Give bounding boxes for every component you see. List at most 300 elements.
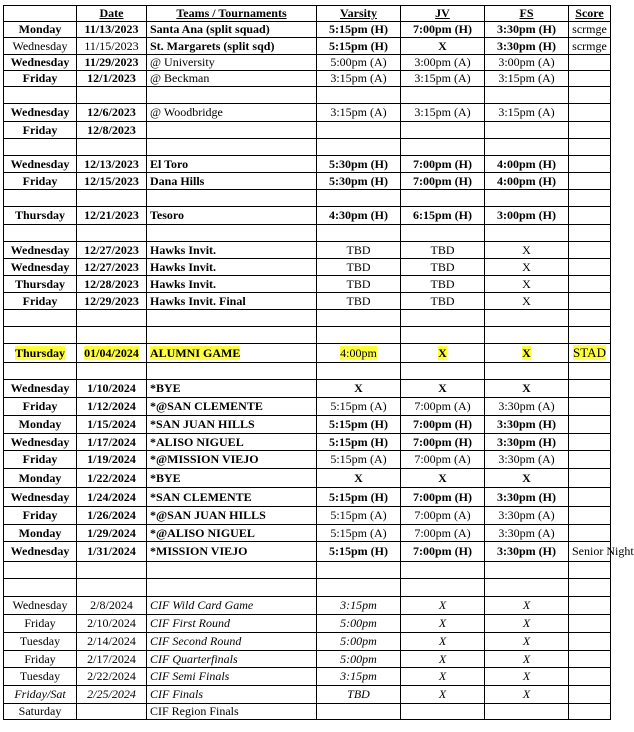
cell-fs [485, 704, 569, 720]
cell-varsity [317, 363, 401, 380]
cell-fs [485, 310, 569, 327]
cell-score [569, 507, 611, 525]
cell-fs: 3:30pm (A) [485, 507, 569, 525]
cell-day: Wednesday [4, 380, 77, 398]
cell-score [569, 398, 611, 416]
table-row [4, 104, 611, 122]
cell-score [569, 104, 611, 122]
cell-date [77, 87, 147, 104]
cell-jv [401, 327, 485, 344]
cell-score [569, 597, 611, 615]
cell-score [569, 562, 611, 579]
cell-team: Santa Ana (split squad) [147, 22, 317, 38]
cell-varsity: 5:00pm [317, 633, 401, 651]
cell-team: *@MISSION VIEJO [147, 451, 317, 469]
cell-date: 12/28/2023 [77, 276, 147, 293]
cell-varsity: 5:15pm (A) [317, 525, 401, 542]
cell-jv: TBD [401, 242, 485, 259]
cell-date [77, 310, 147, 327]
cell-varsity: TBD [317, 686, 401, 704]
cell-jv: 3:15pm (A) [401, 71, 485, 87]
cell-jv: TBD [401, 259, 485, 276]
cell-team: @ Beckman [147, 71, 317, 87]
cell-team: @ Woodbridge [147, 104, 317, 122]
cell-varsity: 5:00pm [317, 651, 401, 668]
cell-day: Monday [4, 525, 77, 542]
cell-date: 12/21/2023 [77, 207, 147, 225]
cell-date: 11/13/2023 [77, 22, 147, 38]
cell-date: 1/24/2024 [77, 488, 147, 507]
header-jv: JV [401, 6, 485, 22]
cell-varsity: TBD [317, 242, 401, 259]
cell-jv: X [401, 38, 485, 55]
highlight-text: 01/04/2024 [84, 345, 139, 360]
cell-score [569, 615, 611, 633]
table-row [4, 22, 611, 38]
cell-day [4, 310, 77, 327]
cell-varsity [317, 310, 401, 327]
cell-team: Tesoro [147, 207, 317, 225]
cell-varsity: 5:00pm (A) [317, 55, 401, 71]
cell-team: CIF Second Round [147, 633, 317, 651]
cell-varsity: 5:00pm [317, 615, 401, 633]
cell-jv [401, 310, 485, 327]
cell-score [569, 416, 611, 434]
cell-day: Wednesday [4, 104, 77, 122]
cell-fs: X [485, 242, 569, 259]
cell-date: 2/22/2024 [77, 668, 147, 686]
schedule-table [3, 5, 634, 720]
table-row [4, 398, 611, 416]
cell-score [569, 380, 611, 398]
cell-day: Monday [4, 22, 77, 38]
table-row [4, 633, 611, 651]
cell-team: *@ALISO NIGUEL [147, 525, 317, 542]
cell-jv: TBD [401, 293, 485, 310]
header-row [4, 6, 611, 22]
cell-score [569, 293, 611, 310]
highlight-text: X [522, 345, 531, 360]
table-row [4, 651, 611, 668]
cell-score: scrmge [569, 22, 611, 38]
cell-score [569, 488, 611, 507]
table-row [4, 597, 611, 615]
table-row [4, 242, 611, 259]
cell-varsity [317, 327, 401, 344]
cell-date: 1/29/2024 [77, 525, 147, 542]
cell-day: Wednesday [4, 434, 77, 451]
cell-jv: 7:00pm (H) [401, 173, 485, 190]
cell-jv [401, 190, 485, 207]
cell-score [569, 327, 611, 344]
cell-score [569, 651, 611, 668]
cell-date: 2/10/2024 [77, 615, 147, 633]
table-row [4, 207, 611, 225]
cell-fs: X [485, 668, 569, 686]
cell-jv: X [401, 469, 485, 488]
cell-fs [485, 122, 569, 139]
cell-jv: X [401, 615, 485, 633]
cell-score [569, 87, 611, 104]
cell-date: 12/27/2023 [77, 242, 147, 259]
cell-varsity: 3:15pm [317, 668, 401, 686]
cell-team: CIF Wild Card Game [147, 597, 317, 615]
cell-day: Thursday [4, 207, 77, 225]
header-day [4, 6, 77, 22]
table-row [4, 259, 611, 276]
table-row [4, 139, 611, 156]
cell-varsity: 5:15pm (H) [317, 38, 401, 55]
cell-team [147, 225, 317, 242]
cell-date: 1/31/2024 [77, 542, 147, 562]
cell-jv: X [401, 686, 485, 704]
cell-score: Senior Night [569, 542, 611, 562]
cell-date [77, 704, 147, 720]
cell-day [4, 139, 77, 156]
cell-team: CIF Semi Finals [147, 668, 317, 686]
table-row [4, 310, 611, 327]
cell-fs [485, 562, 569, 579]
cell-fs: 3:15pm (A) [485, 104, 569, 122]
cell-team: *SAN JUAN HILLS [147, 416, 317, 434]
cell-team: *@SAN JUAN HILLS [147, 507, 317, 525]
cell-day: Saturday [4, 704, 77, 720]
cell-fs [485, 190, 569, 207]
header-date: Date [77, 6, 147, 22]
cell-date: 12/8/2023 [77, 122, 147, 139]
highlight-text: X [438, 345, 447, 360]
cell-team [147, 139, 317, 156]
cell-fs: 4:00pm (H) [485, 173, 569, 190]
cell-team [147, 87, 317, 104]
cell-fs [485, 344, 569, 363]
header-team: Teams / Tournaments [147, 6, 317, 22]
cell-day: Wednesday [4, 488, 77, 507]
cell-fs [485, 327, 569, 344]
cell-day [4, 344, 77, 363]
cell-varsity: X [317, 469, 401, 488]
cell-day: Wednesday [4, 259, 77, 276]
cell-varsity: 5:15pm (H) [317, 416, 401, 434]
cell-day [4, 190, 77, 207]
cell-team: CIF Finals [147, 686, 317, 704]
cell-jv: X [401, 597, 485, 615]
cell-date [77, 344, 147, 363]
table-row [4, 71, 611, 87]
cell-day: Wednesday [4, 597, 77, 615]
cell-day: Wednesday [4, 156, 77, 173]
table-row [4, 344, 611, 363]
cell-date: 1/15/2024 [77, 416, 147, 434]
cell-day: Wednesday [4, 542, 77, 562]
cell-jv [401, 562, 485, 579]
table-row [4, 562, 611, 579]
cell-date: 11/15/2023 [77, 38, 147, 55]
cell-score [569, 173, 611, 190]
cell-varsity: 5:15pm (H) [317, 22, 401, 38]
cell-team: CIF Quarterfinals [147, 651, 317, 668]
cell-jv: X [401, 651, 485, 668]
cell-team [147, 579, 317, 597]
cell-date: 2/14/2024 [77, 633, 147, 651]
cell-team: *ALISO NIGUEL [147, 434, 317, 451]
highlight-text: ALUMNI GAME [150, 345, 241, 360]
cell-day: Friday [4, 507, 77, 525]
cell-team [147, 190, 317, 207]
cell-jv: 7:00pm (A) [401, 507, 485, 525]
cell-fs [485, 139, 569, 156]
cell-score [569, 207, 611, 225]
cell-fs: 3:30pm (H) [485, 542, 569, 562]
cell-date: 12/6/2023 [77, 104, 147, 122]
cell-date: 1/12/2024 [77, 398, 147, 416]
cell-varsity: 3:15pm (A) [317, 71, 401, 87]
cell-fs: 3:00pm (H) [485, 207, 569, 225]
cell-jv: 3:15pm (A) [401, 104, 485, 122]
table-row [4, 55, 611, 71]
table-row [4, 615, 611, 633]
header-fs: FS [485, 6, 569, 22]
cell-jv [401, 225, 485, 242]
cell-fs [485, 87, 569, 104]
cell-fs [485, 363, 569, 380]
cell-date: 1/26/2024 [77, 507, 147, 525]
cell-score [569, 139, 611, 156]
cell-fs: X [485, 293, 569, 310]
header-varsity: Varsity [317, 6, 401, 22]
cell-fs: X [485, 597, 569, 615]
cell-varsity [317, 190, 401, 207]
cell-score [569, 156, 611, 173]
cell-varsity [317, 122, 401, 139]
table-row [4, 542, 611, 562]
cell-team: CIF Region Finals [147, 704, 317, 720]
cell-score [569, 122, 611, 139]
cell-fs: 3:00pm (A) [485, 55, 569, 71]
cell-fs: X [485, 380, 569, 398]
highlight-text: 4:00pm [340, 345, 377, 360]
cell-score [569, 469, 611, 488]
cell-team: Hawks Invit. [147, 242, 317, 259]
cell-jv: 7:00pm (A) [401, 451, 485, 469]
cell-score [569, 55, 611, 71]
cell-fs: X [485, 651, 569, 668]
cell-varsity: 5:30pm (H) [317, 156, 401, 173]
cell-team: *@SAN CLEMENTE [147, 398, 317, 416]
cell-fs: 3:30pm (H) [485, 38, 569, 55]
cell-varsity: 5:15pm (H) [317, 434, 401, 451]
table-row [4, 190, 611, 207]
cell-team: Hawks Invit. [147, 276, 317, 293]
cell-jv: 7:00pm (H) [401, 156, 485, 173]
table-row [4, 87, 611, 104]
table-row [4, 416, 611, 434]
cell-date [77, 363, 147, 380]
cell-day: Friday [4, 451, 77, 469]
cell-jv [401, 122, 485, 139]
cell-jv: 7:00pm (H) [401, 434, 485, 451]
cell-day [4, 363, 77, 380]
table-row [4, 380, 611, 398]
cell-date: 2/8/2024 [77, 597, 147, 615]
cell-day: Friday [4, 122, 77, 139]
cell-jv: 7:00pm (H) [401, 416, 485, 434]
table-row [4, 434, 611, 451]
cell-fs: X [485, 259, 569, 276]
cell-day: Friday [4, 398, 77, 416]
cell-date [77, 327, 147, 344]
cell-varsity: 3:15pm (A) [317, 104, 401, 122]
cell-day: Wednesday [4, 242, 77, 259]
cell-day [4, 562, 77, 579]
header-score: Score [569, 6, 611, 22]
table-row [4, 225, 611, 242]
table-row [4, 488, 611, 507]
cell-team: Dana Hills [147, 173, 317, 190]
cell-varsity [317, 704, 401, 720]
schedule-body [4, 22, 634, 720]
cell-team: *SAN CLEMENTE [147, 488, 317, 507]
cell-fs: 3:30pm (H) [485, 434, 569, 451]
cell-day: Friday [4, 651, 77, 668]
cell-varsity [317, 579, 401, 597]
cell-jv: 7:00pm (A) [401, 525, 485, 542]
cell-day: Tuesday [4, 668, 77, 686]
cell-varsity [317, 139, 401, 156]
cell-team: CIF First Round [147, 615, 317, 633]
cell-varsity: TBD [317, 259, 401, 276]
cell-date [77, 579, 147, 597]
cell-jv: TBD [401, 276, 485, 293]
cell-jv: X [401, 668, 485, 686]
cell-score [569, 310, 611, 327]
table-row [4, 173, 611, 190]
cell-score [569, 525, 611, 542]
cell-score [569, 190, 611, 207]
cell-team [147, 122, 317, 139]
cell-day: Friday [4, 615, 77, 633]
table-row [4, 668, 611, 686]
cell-jv: 7:00pm (A) [401, 398, 485, 416]
cell-date: 1/22/2024 [77, 469, 147, 488]
cell-varsity: 3:15pm [317, 597, 401, 615]
cell-fs: 3:30pm (H) [485, 416, 569, 434]
cell-varsity: X [317, 380, 401, 398]
cell-team: El Toro [147, 156, 317, 173]
cell-team: St. Margarets (split sqd) [147, 38, 317, 55]
cell-varsity: TBD [317, 276, 401, 293]
cell-jv [401, 704, 485, 720]
cell-score [569, 276, 611, 293]
table-row [4, 327, 611, 344]
cell-score [569, 259, 611, 276]
cell-day: Monday [4, 469, 77, 488]
cell-team: Hawks Invit. Final [147, 293, 317, 310]
table-row [4, 507, 611, 525]
cell-team: Hawks Invit. [147, 259, 317, 276]
cell-date: 2/17/2024 [77, 651, 147, 668]
cell-date: 2/25/2024 [77, 686, 147, 704]
cell-jv: 3:00pm (A) [401, 55, 485, 71]
cell-fs: 3:15pm (A) [485, 71, 569, 87]
cell-team: *BYE [147, 469, 317, 488]
cell-jv: 6:15pm (H) [401, 207, 485, 225]
cell-fs: 3:30pm (H) [485, 22, 569, 38]
cell-day: Wednesday [4, 38, 77, 55]
cell-date: 12/1/2023 [77, 71, 147, 87]
cell-team: *BYE [147, 380, 317, 398]
cell-jv: 7:00pm (H) [401, 542, 485, 562]
cell-varsity [317, 562, 401, 579]
cell-score [569, 344, 611, 363]
cell-team: @ University [147, 55, 317, 71]
cell-varsity: 5:15pm (H) [317, 542, 401, 562]
cell-jv: 7:00pm (H) [401, 22, 485, 38]
table-row [4, 451, 611, 469]
table-row [4, 469, 611, 488]
cell-fs: X [485, 469, 569, 488]
cell-team [147, 310, 317, 327]
cell-date [77, 562, 147, 579]
cell-jv [401, 87, 485, 104]
cell-fs: 3:30pm (A) [485, 451, 569, 469]
cell-fs: X [485, 686, 569, 704]
table-row [4, 686, 611, 704]
cell-varsity: TBD [317, 293, 401, 310]
cell-score [569, 579, 611, 597]
cell-date: 12/29/2023 [77, 293, 147, 310]
cell-day: Thursday [4, 276, 77, 293]
cell-score [569, 71, 611, 87]
cell-jv: X [401, 633, 485, 651]
cell-date: 1/17/2024 [77, 434, 147, 451]
cell-fs: 3:30pm (H) [485, 488, 569, 507]
cell-date: 12/27/2023 [77, 259, 147, 276]
cell-day [4, 327, 77, 344]
cell-score [569, 434, 611, 451]
cell-fs: X [485, 615, 569, 633]
cell-score [569, 363, 611, 380]
cell-day: Friday/Sat [4, 686, 77, 704]
cell-varsity: 5:30pm (H) [317, 173, 401, 190]
cell-day: Monday [4, 416, 77, 434]
cell-day: Wednesday [4, 55, 77, 71]
cell-varsity: 5:15pm (A) [317, 507, 401, 525]
cell-jv [401, 579, 485, 597]
cell-team [147, 363, 317, 380]
cell-fs: 3:30pm (A) [485, 398, 569, 416]
cell-jv: 7:00pm (H) [401, 488, 485, 507]
cell-date [77, 225, 147, 242]
cell-team [147, 327, 317, 344]
table-row [4, 525, 611, 542]
cell-varsity: 5:15pm (A) [317, 451, 401, 469]
cell-fs: 3:30pm (A) [485, 525, 569, 542]
cell-jv [401, 139, 485, 156]
cell-date: 12/13/2023 [77, 156, 147, 173]
cell-varsity: 5:15pm (A) [317, 398, 401, 416]
cell-fs: X [485, 276, 569, 293]
cell-score [569, 242, 611, 259]
cell-team [147, 562, 317, 579]
cell-date [77, 190, 147, 207]
cell-jv [401, 363, 485, 380]
cell-day [4, 579, 77, 597]
table-row [4, 704, 611, 720]
cell-score [569, 633, 611, 651]
cell-fs [485, 225, 569, 242]
cell-score: scrmge [569, 38, 611, 55]
